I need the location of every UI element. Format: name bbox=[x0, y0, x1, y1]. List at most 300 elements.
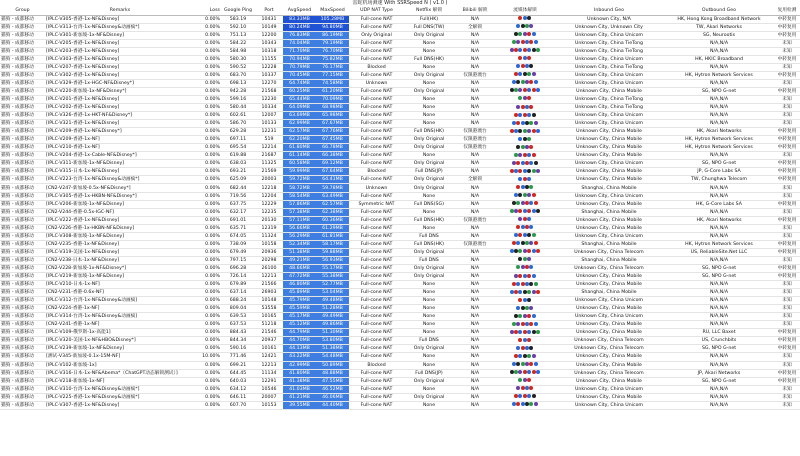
streaming-service-icon bbox=[527, 96, 531, 100]
table-cell: 20003 bbox=[255, 176, 283, 184]
table-cell: Full-cone NAT bbox=[349, 136, 404, 144]
table-cell: [IPLC-V201-香港-1x-NF&Disney] bbox=[45, 95, 195, 103]
streaming-service-icon bbox=[532, 153, 536, 157]
table-cell: Unknown City, China Telecom bbox=[554, 337, 664, 345]
streaming-service-icon bbox=[536, 48, 540, 52]
table-cell: 62.38MB bbox=[316, 208, 349, 216]
streaming-logos bbox=[496, 104, 554, 112]
streaming-service-icon bbox=[532, 169, 536, 173]
table-cell: [IPLC-V316-日本-1x-NF&Abema*（ChatGPT动态解锁测试）] bbox=[45, 369, 195, 377]
table-cell: 0.00% bbox=[195, 23, 221, 31]
table-cell: Only Original bbox=[404, 248, 454, 256]
table-cell: 48.66MB bbox=[283, 264, 316, 272]
table-cell: [CN2-V238-日本-1x-NF&Disney] bbox=[45, 256, 195, 264]
table-cell: 猫狗 - 成都移动 bbox=[0, 136, 45, 144]
table-cell: Unknown City, China Mobile bbox=[554, 393, 664, 401]
streaming-service-icon bbox=[532, 88, 536, 92]
table-cell: Unknown City, China Unicom bbox=[554, 55, 664, 63]
table-cell: 0.00% bbox=[195, 232, 221, 240]
table-cell: N/A bbox=[454, 264, 496, 272]
streaming-service-icon bbox=[525, 24, 529, 28]
table-cell: Unknown City, China Mobile bbox=[554, 377, 664, 385]
table-cell: 仅限港澳台 bbox=[454, 128, 496, 136]
streaming-service-icon bbox=[532, 129, 536, 133]
table-cell: Unknown City, China Mobile bbox=[554, 168, 664, 176]
table-cell: [IPLC-V218-新加坡-1x-NF] bbox=[45, 377, 195, 385]
streaming-service-icon bbox=[523, 290, 527, 294]
table-cell: [IPLC-V303-香港-1x-NF&Disney] bbox=[45, 55, 195, 63]
table-cell: Unknown City, China Mobile bbox=[554, 321, 664, 329]
table-cell: 59.88MB bbox=[316, 248, 349, 256]
table-cell: 猫狗 - 成都移动 bbox=[0, 55, 45, 63]
table-cell: [IPLC-V225-香港-1x-NF&Disney&动画疯*] bbox=[45, 393, 195, 401]
table-row bbox=[0, 152, 800, 160]
table-cell: 10133 bbox=[255, 120, 283, 128]
streaming-service-icon bbox=[523, 129, 527, 133]
streaming-service-icon bbox=[521, 201, 525, 205]
table-cell: [IPLC-V222-香港-1x-NF&Disney] bbox=[45, 216, 195, 224]
streaming-service-icon bbox=[512, 161, 516, 165]
table-cell: 猫狗 - 成都移动 bbox=[0, 112, 45, 120]
table-cell: 0.00% bbox=[195, 216, 221, 224]
column-header: Bilibili 解锁 bbox=[454, 7, 496, 15]
table-cell: N/A bbox=[454, 289, 496, 297]
table-cell: 74.58MB bbox=[316, 79, 349, 87]
streaming-service-icon bbox=[527, 370, 531, 374]
table-cell: 0.00% bbox=[195, 144, 221, 152]
table-cell: Only Original bbox=[404, 184, 454, 192]
table-cell: Only Original bbox=[404, 136, 454, 144]
table-cell: N/A bbox=[454, 305, 496, 313]
table-cell: 0.00% bbox=[195, 329, 221, 337]
table-cell: 中转复用 bbox=[774, 23, 800, 31]
streaming-service-icon bbox=[518, 32, 522, 36]
table-cell: 猫狗 - 成都移动 bbox=[0, 313, 45, 321]
table-cell: 0.00% bbox=[195, 337, 221, 345]
streaming-service-icon bbox=[527, 169, 531, 173]
table-cell: Shanghai, China Mobile bbox=[554, 256, 664, 264]
table-cell: 未知 bbox=[774, 361, 800, 369]
streaming-service-icon bbox=[525, 346, 529, 350]
table-row bbox=[0, 112, 800, 120]
table-cell: N/A,N/A bbox=[664, 184, 774, 192]
streaming-logos bbox=[496, 71, 554, 79]
streaming-service-icon bbox=[523, 193, 527, 197]
table-cell: Full-cone NAT bbox=[349, 273, 404, 281]
table-cell: HK, Akari Networks bbox=[664, 216, 774, 224]
table-cell: 580.44 bbox=[221, 104, 255, 112]
table-cell: 10148 bbox=[255, 297, 283, 305]
table-cell: SG, NPO G-net bbox=[664, 273, 774, 281]
table-cell: Unknown City, China Unicom bbox=[554, 232, 664, 240]
table-cell: 12218 bbox=[255, 184, 283, 192]
streaming-service-icon bbox=[529, 362, 533, 366]
table-cell: 76.17MB bbox=[316, 63, 349, 71]
table-cell: 0.00% bbox=[195, 224, 221, 232]
streaming-service-icon bbox=[514, 193, 518, 197]
table-cell: [CN2-V228-新加坡-1x-NF&Disney*] bbox=[45, 264, 195, 272]
streaming-service-icon bbox=[521, 322, 525, 326]
streaming-service-icon bbox=[529, 282, 533, 286]
table-cell: 猫狗 - 成都移动 bbox=[0, 23, 45, 31]
streaming-service-icon bbox=[521, 24, 525, 28]
table-cell: 0.00% bbox=[195, 305, 221, 313]
table-cell: 60.58MB bbox=[283, 160, 316, 168]
table-cell: [IPLC-V204-香港-1x-Cable-NF&Disney*] bbox=[45, 152, 195, 160]
streaming-service-icon bbox=[529, 121, 533, 125]
streaming-logos bbox=[496, 281, 554, 289]
table-row bbox=[0, 208, 800, 216]
table-cell: 590.52 bbox=[221, 63, 255, 71]
streaming-service-icon bbox=[516, 265, 520, 269]
streaming-service-icon bbox=[514, 209, 518, 213]
streaming-logos bbox=[496, 208, 554, 216]
table-cell: None bbox=[404, 224, 454, 232]
table-cell: 未知 bbox=[774, 104, 800, 112]
table-cell: [IPLC-V220-新加坡-1x-NF&Disney*] bbox=[45, 87, 195, 95]
table-cell: 54.48MB bbox=[316, 353, 349, 361]
table-cell: 644.45 bbox=[221, 369, 255, 377]
table-cell: 83.33MB bbox=[283, 15, 316, 23]
table-cell: 586.70 bbox=[221, 120, 255, 128]
table-cell: Full-cone NAT bbox=[349, 176, 404, 184]
table-cell: TW, Chunghwa Telecom bbox=[664, 176, 774, 184]
table-cell: Unknown City, China Telecom bbox=[554, 369, 664, 377]
streaming-service-icon bbox=[529, 40, 533, 44]
table-cell: N/A bbox=[454, 104, 496, 112]
streaming-logos bbox=[496, 377, 554, 385]
table-cell: [IPLC-V205-香港-1x-NF&Disney] bbox=[45, 39, 195, 47]
table-cell: 58.54MB bbox=[283, 192, 316, 200]
table-row bbox=[0, 31, 800, 39]
table-row bbox=[0, 224, 800, 232]
streaming-service-icon bbox=[527, 16, 531, 20]
table-cell: Shanghai, China Mobile bbox=[554, 208, 664, 216]
streaming-logos bbox=[496, 313, 554, 321]
streaming-service-icon bbox=[518, 209, 522, 213]
streaming-logos bbox=[496, 345, 554, 353]
table-cell: Unknown City, China TieTong bbox=[554, 104, 664, 112]
streaming-service-icon bbox=[525, 241, 529, 245]
column-header: 流媒体解锁 bbox=[496, 7, 554, 15]
streaming-service-icon bbox=[518, 330, 522, 334]
table-cell: Unknown City, China Mobile bbox=[554, 353, 664, 361]
table-cell: 中转复用 bbox=[774, 200, 800, 208]
table-cell: 49.49MB bbox=[316, 313, 349, 321]
streaming-service-icon bbox=[527, 298, 531, 302]
table-cell: 21569 bbox=[255, 168, 283, 176]
streaming-service-icon bbox=[534, 402, 538, 406]
table-cell: 771.46 bbox=[221, 353, 255, 361]
table-cell: 12319 bbox=[255, 224, 283, 232]
streaming-logos bbox=[496, 232, 554, 240]
table-cell: N/A bbox=[454, 95, 496, 103]
streaming-service-icon bbox=[532, 290, 536, 294]
streaming-service-icon bbox=[518, 88, 522, 92]
table-cell: Unknown City, China Mobile bbox=[554, 144, 664, 152]
table-header-row bbox=[0, 7, 800, 15]
table-cell: Symmetric NAT bbox=[349, 200, 404, 208]
streaming-logos bbox=[496, 128, 554, 136]
streaming-service-icon bbox=[523, 88, 527, 92]
table-cell: 56.66MB bbox=[283, 224, 316, 232]
table-cell: N/A,N/A bbox=[664, 305, 774, 313]
table-cell: Full-cone NAT bbox=[349, 240, 404, 248]
streaming-service-icon bbox=[523, 177, 527, 181]
table-cell: 637.75 bbox=[221, 200, 255, 208]
streaming-service-icon bbox=[529, 145, 533, 149]
streaming-service-icon bbox=[525, 105, 529, 109]
table-cell: 猫狗 - 成都移动 bbox=[0, 385, 45, 393]
table-cell: 53.80MB bbox=[316, 337, 349, 345]
table-cell: 61.20MB bbox=[316, 87, 349, 95]
streaming-logos bbox=[496, 112, 554, 120]
streaming-service-icon bbox=[525, 201, 529, 205]
streaming-service-icon bbox=[529, 346, 533, 350]
table-cell: N/A bbox=[454, 79, 496, 87]
table-cell: HK, G-Core Labs SA bbox=[664, 200, 774, 208]
table-cell: [测试-V345-新加坡-0.1x-15M-NF] bbox=[45, 353, 195, 361]
table-cell: [IPLC-V315-日本-1x-NF&Disney] bbox=[45, 168, 195, 176]
table-cell: 0.00% bbox=[195, 15, 221, 23]
table-cell: Full-cone NAT bbox=[349, 353, 404, 361]
streaming-service-icon bbox=[532, 314, 536, 318]
table-cell: 638.03 bbox=[221, 160, 255, 168]
table-cell: Shanghai, China Mobile bbox=[554, 240, 664, 248]
table-cell: 0.00% bbox=[195, 63, 221, 71]
table-cell: 中转复用 bbox=[774, 87, 800, 95]
streaming-service-icon bbox=[523, 354, 527, 358]
table-cell: 20936 bbox=[255, 248, 283, 256]
table-cell: 10158 bbox=[255, 240, 283, 248]
streaming-service-icon bbox=[518, 177, 522, 181]
table-cell: 44.70MB bbox=[283, 337, 316, 345]
table-cell: 中转复用 bbox=[774, 55, 800, 63]
table-cell: 12228 bbox=[255, 63, 283, 71]
streaming-service-icon bbox=[525, 121, 529, 125]
streaming-service-icon bbox=[525, 185, 529, 189]
table-cell: 10431 bbox=[255, 15, 283, 23]
streaming-logos bbox=[496, 55, 554, 63]
table-cell: Unknown City, China Mobile bbox=[554, 200, 664, 208]
table-cell: 中转复用 bbox=[774, 160, 800, 168]
table-cell: 仅限港澳台 bbox=[454, 216, 496, 224]
streaming-service-icon bbox=[516, 241, 520, 245]
table-cell: 0.00% bbox=[195, 71, 221, 79]
table-cell: N/A bbox=[454, 361, 496, 369]
streaming-service-icon bbox=[523, 113, 527, 117]
table-cell: N/A bbox=[454, 120, 496, 128]
streaming-service-icon bbox=[525, 40, 529, 44]
streaming-service-icon bbox=[514, 32, 518, 36]
table-body bbox=[0, 15, 800, 409]
table-cell: [CN2-V226-香港-1x-HKBN-NF&Disney] bbox=[45, 224, 195, 232]
streaming-logos bbox=[496, 95, 554, 103]
streaming-logos bbox=[496, 87, 554, 95]
table-cell: 0.00% bbox=[195, 136, 221, 144]
table-cell: 猫狗 - 成都移动 bbox=[0, 377, 45, 385]
table-cell: 699.21 bbox=[221, 361, 255, 369]
table-cell: 中转复用 bbox=[774, 136, 800, 144]
table-cell: Full-cone NAT bbox=[349, 377, 404, 385]
table-cell: N/A bbox=[454, 184, 496, 192]
table-cell: 583.19 bbox=[221, 15, 255, 23]
table-cell: N/A,N/A bbox=[664, 224, 774, 232]
table-cell: HK, Hytron Network Services bbox=[664, 240, 774, 248]
table-cell: 猫狗 - 成都移动 bbox=[0, 240, 45, 248]
table-cell: Full-cone NAT bbox=[349, 144, 404, 152]
table-cell: 49.86MB bbox=[316, 321, 349, 329]
table-cell: 中转复用 bbox=[774, 273, 800, 281]
table-cell: 0.00% bbox=[195, 192, 221, 200]
table-cell: 10337 bbox=[255, 71, 283, 79]
streaming-service-icon bbox=[521, 80, 525, 84]
streaming-service-icon bbox=[521, 40, 525, 44]
streaming-service-icon bbox=[527, 290, 531, 294]
streaming-service-icon bbox=[525, 265, 529, 269]
streaming-service-icon bbox=[534, 241, 538, 245]
streaming-service-icon bbox=[534, 161, 538, 165]
table-cell: 599.16 bbox=[221, 95, 255, 103]
table-cell: 65.44MB bbox=[283, 95, 316, 103]
streaming-service-icon bbox=[523, 32, 527, 36]
table-cell: 56.93MB bbox=[316, 256, 349, 264]
table-cell: 未知 bbox=[774, 112, 800, 120]
table-cell: 中转复用 bbox=[774, 240, 800, 248]
table-cell: N/A bbox=[454, 55, 496, 63]
table-cell: 猫狗 - 成都移动 bbox=[0, 321, 45, 329]
table-cell: Full DNS(HK) bbox=[404, 128, 454, 136]
streaming-service-icon bbox=[518, 394, 522, 398]
table-cell: N/A,N/A bbox=[664, 47, 774, 55]
column-header: 复用检测 bbox=[774, 7, 800, 15]
table-cell: 66.38MB bbox=[316, 152, 349, 160]
table-cell: N/A,N/A bbox=[664, 289, 774, 297]
streaming-service-icon bbox=[536, 88, 540, 92]
streaming-service-icon bbox=[529, 322, 533, 326]
table-cell: None bbox=[404, 305, 454, 313]
table-cell: Unknown City, China Unicom bbox=[554, 401, 664, 409]
table-cell: 26903 bbox=[255, 289, 283, 297]
streaming-service-icon bbox=[532, 354, 536, 358]
streaming-service-icon bbox=[527, 88, 531, 92]
table-cell: N/A bbox=[454, 401, 496, 409]
table-cell: None bbox=[404, 104, 454, 112]
streaming-logos bbox=[496, 47, 554, 55]
table-cell: RU, LLC Baxet bbox=[664, 329, 774, 337]
table-cell: 0.00% bbox=[195, 184, 221, 192]
streaming-service-icon bbox=[534, 322, 538, 326]
table-cell: 62.99MB bbox=[283, 120, 316, 128]
streaming-service-icon bbox=[525, 161, 529, 165]
table-row bbox=[0, 79, 800, 87]
table-cell: 猫狗 - 成都移动 bbox=[0, 256, 45, 264]
table-cell: N/A bbox=[454, 168, 496, 176]
streaming-service-icon bbox=[529, 80, 533, 84]
table-cell: 21546 bbox=[255, 329, 283, 337]
table-cell: 884.43 bbox=[221, 329, 255, 337]
table-cell: 猫狗 - 成都移动 bbox=[0, 71, 45, 79]
streaming-service-icon bbox=[514, 88, 518, 92]
table-cell: 21568 bbox=[255, 87, 283, 95]
table-cell: 683.70 bbox=[221, 71, 255, 79]
table-cell: 634.12 bbox=[221, 385, 255, 393]
table-cell: 21687 bbox=[255, 152, 283, 160]
table-row bbox=[0, 337, 800, 345]
table-cell: N/A bbox=[454, 321, 496, 329]
table-cell: 61.81MB bbox=[316, 232, 349, 240]
streaming-service-icon bbox=[525, 225, 529, 229]
streaming-service-icon bbox=[525, 306, 529, 310]
streaming-service-icon bbox=[521, 225, 525, 229]
table-cell: 仅限港澳台 bbox=[454, 136, 496, 144]
table-cell: 猫狗 - 成都移动 bbox=[0, 184, 45, 192]
table-cell: 75.82MB bbox=[316, 55, 349, 63]
table-cell: 86.19MB bbox=[316, 31, 349, 39]
streaming-service-icon bbox=[523, 274, 527, 278]
table-cell: N/A bbox=[454, 281, 496, 289]
table-cell: 未知 bbox=[774, 256, 800, 264]
table-cell: 猫狗 - 成都移动 bbox=[0, 120, 45, 128]
table-cell: Unknown City, China Telecom bbox=[554, 248, 664, 256]
table-cell: 未知 bbox=[774, 63, 800, 71]
streaming-logos bbox=[496, 39, 554, 47]
table-cell: 20130 bbox=[255, 216, 283, 224]
table-cell: N/A,N/A bbox=[664, 104, 774, 112]
table-cell: [IPLC-V109-俄罗斯-1x-高能1] bbox=[45, 329, 195, 337]
table-cell: 0.00% bbox=[195, 200, 221, 208]
table-cell: 45.12MB bbox=[283, 321, 316, 329]
table-cell: None bbox=[404, 192, 454, 200]
streaming-service-icon bbox=[527, 177, 531, 181]
table-cell: 0.00% bbox=[195, 120, 221, 128]
table-cell: N/A bbox=[454, 369, 496, 377]
table-cell: Full DNS bbox=[404, 232, 454, 240]
table-cell: Only Original bbox=[404, 264, 454, 272]
table-cell: JP, Akari Networks bbox=[664, 369, 774, 377]
table-cell: 60.36MB bbox=[316, 216, 349, 224]
table-cell: None bbox=[404, 63, 454, 71]
streaming-service-icon bbox=[516, 346, 520, 350]
table-cell: 519 bbox=[255, 136, 283, 144]
table-cell: 0.00% bbox=[195, 345, 221, 353]
streaming-service-icon bbox=[532, 274, 536, 278]
streaming-service-icon bbox=[512, 241, 516, 245]
streaming-logos bbox=[496, 216, 554, 224]
table-cell: Full-cone NAT bbox=[349, 337, 404, 345]
table-cell: 45.79MB bbox=[283, 297, 316, 305]
streaming-service-icon bbox=[518, 153, 522, 157]
streaming-service-icon bbox=[512, 282, 516, 286]
table-cell: Full-cone NAT bbox=[349, 224, 404, 232]
table-cell: 45.17MB bbox=[283, 313, 316, 321]
streaming-service-icon bbox=[514, 370, 518, 374]
streaming-service-icon bbox=[514, 314, 518, 318]
table-cell: [IPLC-V210-香港-1x-NF] bbox=[45, 144, 195, 152]
table-cell: Full-cone NAT bbox=[349, 289, 404, 297]
table-cell: 49.21MB bbox=[283, 256, 316, 264]
table-cell: [IPLC-V312-台湾-1x-NF&Disney&动画疯] bbox=[45, 297, 195, 305]
table-cell: N/A bbox=[454, 377, 496, 385]
column-header: AvgSpeed bbox=[283, 7, 316, 15]
table-cell: 682.44 bbox=[221, 184, 255, 192]
table-cell: Full-cone NAT bbox=[349, 208, 404, 216]
table-cell: 61.14MB bbox=[283, 152, 316, 160]
column-header: MaxSpeed bbox=[316, 7, 349, 15]
streaming-service-icon bbox=[536, 290, 540, 294]
table-cell: N/A bbox=[454, 47, 496, 55]
streaming-service-icon bbox=[527, 209, 531, 213]
